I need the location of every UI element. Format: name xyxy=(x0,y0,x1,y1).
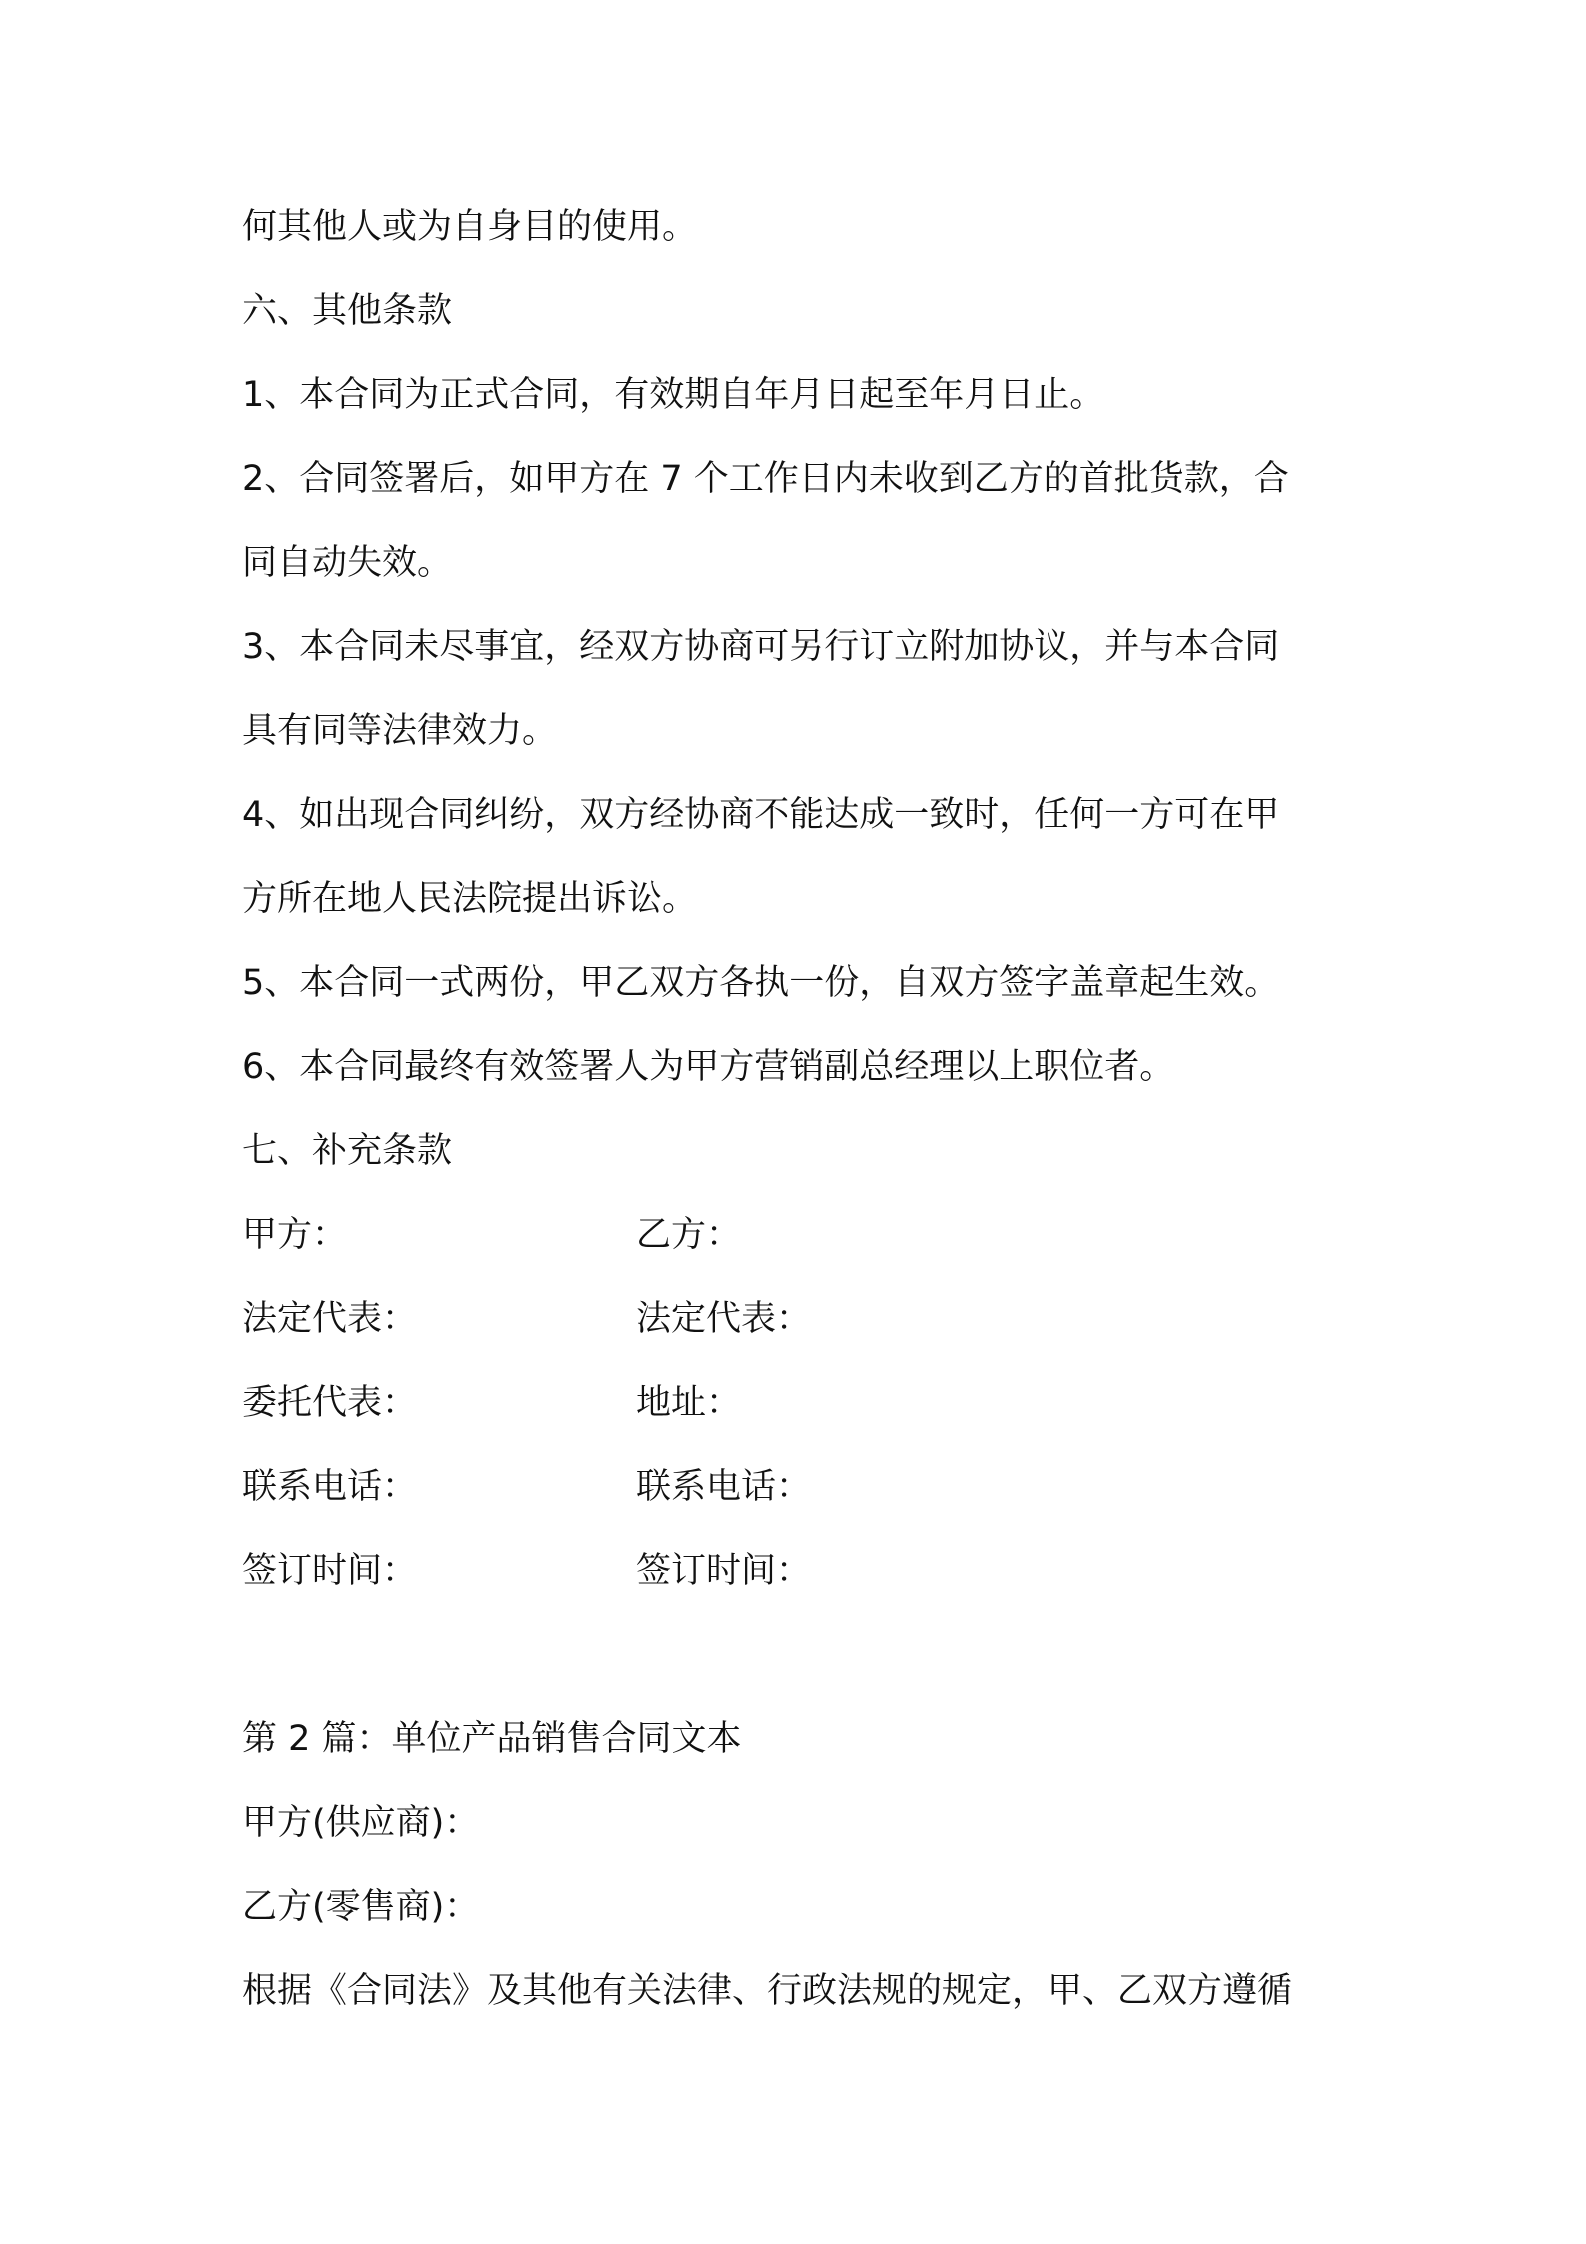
section-heading: 七、补充条款 xyxy=(242,1131,453,1171)
party-a-label: 甲方： xyxy=(242,1215,348,1255)
party-b-phone: 联系电话： xyxy=(636,1467,812,1507)
party-a-sign-date: 签订时间： xyxy=(242,1551,418,1591)
clause-3-line-1: 3、本合同未尽事宜，经双方协商可另行订立附加协议，并与本合同 xyxy=(242,627,1280,667)
section-heading: 六、其他条款 xyxy=(242,291,453,331)
signature-row xyxy=(242,1211,1362,1259)
party-a-agent: 委托代表： xyxy=(242,1383,418,1423)
party-a-legal-rep: 法定代表： xyxy=(242,1299,418,1339)
party-b-label: 乙方： xyxy=(636,1215,742,1255)
intro-paragraph: 根据《合同法》及其他有关法律、行政法规的规定，甲、乙双方遵循 xyxy=(242,1971,1293,2011)
signature-row xyxy=(242,1379,1362,1427)
retailer-label: 乙方(零售商)： xyxy=(242,1887,480,1927)
party-b-sign-date: 签订时间： xyxy=(636,1551,812,1591)
clause-4-line-1: 4、如出现合同纠纷，双方经协商不能达成一致时，任何一方可在甲 xyxy=(242,795,1280,835)
signature-row xyxy=(242,1295,1362,1343)
clause-2-line-2: 同自动失效。 xyxy=(242,543,453,583)
party-b-legal-rep: 法定代表： xyxy=(636,1299,812,1339)
clause-6: 6、本合同最终有效签署人为甲方营销副总经理以上职位者。 xyxy=(242,1047,1175,1087)
clause-4-line-2: 方所在地人民法院提出诉讼。 xyxy=(242,879,698,919)
signature-row xyxy=(242,1547,1362,1595)
clause-5: 5、本合同一式两份，甲乙双方各执一份，自双方签字盖章起生效。 xyxy=(242,963,1280,1003)
clause-3-line-2: 具有同等法律效力。 xyxy=(242,711,558,751)
supplier-label: 甲方(供应商)： xyxy=(242,1803,480,1843)
party-a-phone: 联系电话： xyxy=(242,1467,418,1507)
text-line: 何其他人或为自身目的使用。 xyxy=(242,207,698,247)
clause-1: 1、本合同为正式合同，有效期自年月日起至年月日止。 xyxy=(242,375,1105,415)
section-title: 第 2 篇：单位产品销售合同文本 xyxy=(242,1719,742,1759)
signature-row xyxy=(242,1463,1362,1511)
party-b-address: 地址： xyxy=(636,1383,742,1423)
clause-2-line-1: 2、合同签署后，如甲方在 7 个工作日内未收到乙方的首批货款，合 xyxy=(242,459,1289,499)
